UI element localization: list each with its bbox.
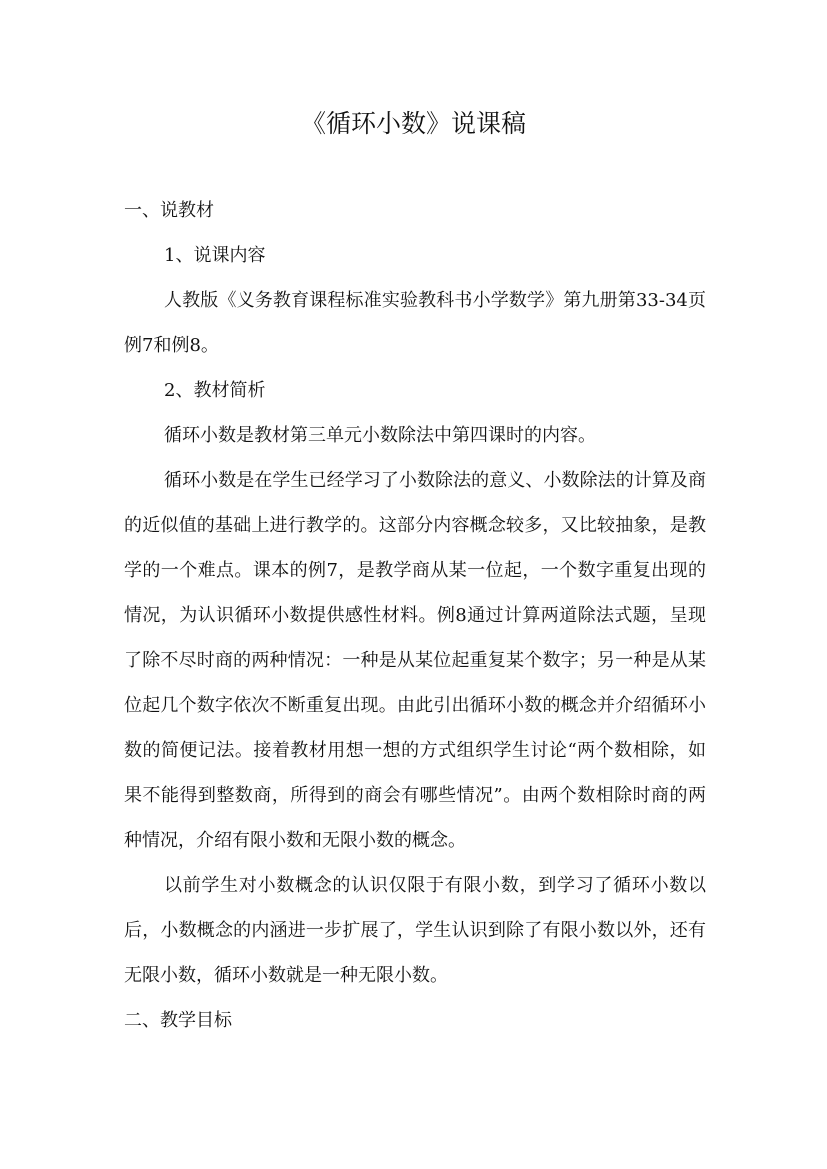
document-body	[124, 188, 706, 1043]
document-title: 《循环小数》说课稿	[300, 109, 526, 138]
paragraph-analysis-extension: 以前学生对小数概念的认识仅限于有限小数，到学习了循环小数以后，小数概念的内涵进一步扩展了，学生认识到除了有限小数以外，还有无限小数，循环小数就是一种无限小数。	[124, 875, 706, 986]
subheading-textbook-analysis: 2、教材简析	[164, 380, 266, 401]
paragraph-analysis-detail: 循环小数是在学生已经学习了小数除法的意义、小数除法的计算及商的近似值的基础上进行教学的。这部分内容概念较多，又比较抽象，是教学的一个难点。课本的例7，是教学商从某一位起，一个数字重复出现的情况，为认识循环小数提供感性材料。例8通过计算两道除法式题，呈现了除不尽时商的两种情况：一种是从某位起重复某个数字；另一种是从某位起几个数字依次不断重复出现。由此引出循环小数的概念并介绍循环小数的简便记法。接着教材用想一想的方式组织学生讨论“两个数相除，如果不能得到整数商，所得到的商会有哪些情况”。由两个数相除时商的两种情况，介绍有限小数和无限小数的概念。	[124, 470, 706, 851]
section-heading-textbook: 一、说教材	[124, 200, 214, 221]
paragraph-analysis-intro: 循环小数是教材第三单元小数除法中第四课时的内容。	[164, 425, 596, 446]
section-heading-goals: 二、教学目标	[124, 1010, 232, 1031]
subheading-lesson-content: 1、说课内容	[164, 245, 266, 266]
paragraph-lesson-content: 人教版《义务教育课程标准实验教科书小学数学》第九册第33-34页例7和例8。	[124, 290, 706, 356]
